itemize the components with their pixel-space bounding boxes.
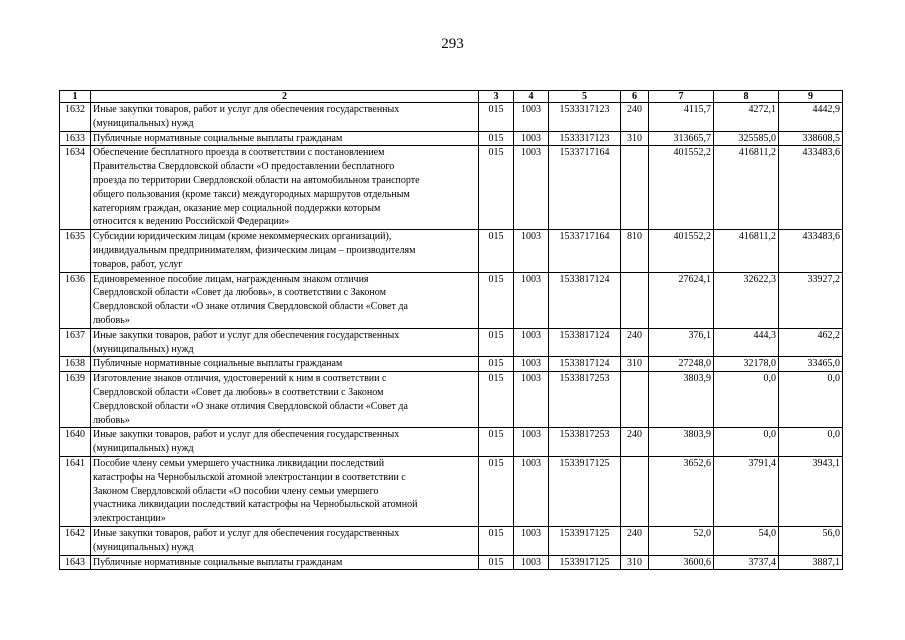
row-col5-cell: 1533917125 (549, 526, 621, 555)
description-line: Публичные нормативные социальные выплаты гражданам (93, 132, 343, 144)
row-col3-cell: 015 (479, 146, 514, 230)
row-description-cell (91, 428, 479, 457)
row-col5-cell: 1533817124 (549, 328, 621, 357)
table-row (60, 428, 843, 457)
row-col5-cell: 1533817124 (549, 357, 621, 372)
row-number-cell: 1633 (60, 131, 91, 146)
description-line: проезда по территории Свердловской области на автомобильном транспорте (93, 174, 420, 186)
header-cell-8: 8 (714, 91, 779, 103)
row-value9-cell: 433483,6 (779, 230, 843, 272)
row-col3-cell: 015 (479, 456, 514, 526)
description-line: Иные закупки товаров, работ и услуг для обеспечения государственных (93, 329, 400, 341)
row-value8-cell: 416811,2 (714, 146, 779, 230)
description-line: Субсидии юридическим лицам (кроме некоммерческих организаций), (93, 231, 392, 243)
row-value7-cell: 27624,1 (649, 272, 714, 328)
description-line: Иные закупки товаров, работ и услуг для обеспечения государственных (93, 527, 400, 539)
header-cell-3: 3 (479, 91, 514, 103)
row-col6-cell (621, 272, 649, 328)
row-col5-cell: 1533817253 (549, 372, 621, 428)
row-number-cell: 1635 (60, 230, 91, 272)
table-row (60, 526, 843, 555)
description-line: любовь» (93, 414, 130, 426)
row-col6-cell: 240 (621, 526, 649, 555)
description-line: относится к ведению Российской Федерации» (93, 216, 290, 228)
row-value8-cell: 0,0 (714, 428, 779, 457)
row-col6-cell (621, 372, 649, 428)
table-row (60, 456, 843, 526)
row-value8-cell: 32622,3 (714, 272, 779, 328)
table-row (60, 555, 843, 570)
description-line: Иные закупки товаров, работ и услуг для обеспечения государственных (93, 104, 400, 115)
table-row (60, 372, 843, 428)
description-line: (муниципальных) нужд (93, 443, 194, 455)
header-cell-2: 2 (91, 91, 479, 103)
row-col4-cell: 1003 (514, 272, 549, 328)
row-value7-cell: 52,0 (649, 526, 714, 555)
description-line: Пособие члену семьи умершего участника ликвидации последствий (93, 457, 385, 469)
row-col4-cell: 1003 (514, 103, 549, 132)
row-col6-cell: 240 (621, 428, 649, 457)
row-value8-cell: 3737,4 (714, 555, 779, 570)
description-line: (муниципальных) нужд (93, 541, 194, 553)
row-col6-cell: 810 (621, 230, 649, 272)
table-row (60, 328, 843, 357)
description-line: электростанции» (93, 513, 166, 525)
row-value7-cell: 4115,7 (649, 103, 714, 132)
description-line: Свердловской области «Совет да любовь» в соответствии с Законом (93, 386, 384, 398)
row-col4-cell: 1003 (514, 428, 549, 457)
row-value8-cell: 32178,0 (714, 357, 779, 372)
description-line: Свердловской области «О знаке отличия Свердловской области «Совет да (93, 400, 408, 412)
description-line: любовь» (93, 314, 130, 326)
row-description-cell (91, 372, 479, 428)
description-line: Иные закупки товаров, работ и услуг для обеспечения государственных (93, 429, 400, 441)
table-row (60, 146, 843, 230)
table-row (60, 230, 843, 272)
row-value9-cell: 33465,0 (779, 357, 843, 372)
row-col4-cell: 1003 (514, 372, 549, 428)
row-number-cell: 1634 (60, 146, 91, 230)
row-col3-cell: 015 (479, 372, 514, 428)
row-col4-cell: 1003 (514, 526, 549, 555)
header-cell-5: 5 (549, 91, 621, 103)
row-value7-cell: 313665,7 (649, 131, 714, 146)
row-col4-cell: 1003 (514, 131, 549, 146)
row-value7-cell: 3803,9 (649, 372, 714, 428)
row-col4-cell: 1003 (514, 146, 549, 230)
row-value9-cell: 433483,6 (779, 146, 843, 230)
row-col5-cell: 1533317123 (549, 103, 621, 132)
description-line: (муниципальных) нужд (93, 343, 194, 355)
row-col4-cell: 1003 (514, 328, 549, 357)
row-col3-cell: 015 (479, 328, 514, 357)
table-row (60, 357, 843, 372)
row-col4-cell: 1003 (514, 357, 549, 372)
row-col4-cell: 1003 (514, 230, 549, 272)
row-col6-cell (621, 146, 649, 230)
budget-table (59, 90, 843, 570)
row-description-cell (91, 456, 479, 526)
row-col6-cell: 240 (621, 103, 649, 132)
row-value9-cell: 462,2 (779, 328, 843, 357)
row-number-cell: 1639 (60, 372, 91, 428)
row-number-cell: 1632 (60, 103, 91, 132)
description-line: Публичные нормативные социальные выплаты гражданам (93, 556, 343, 568)
row-col3-cell: 015 (479, 428, 514, 457)
description-line: катастрофы на Чернобыльской атомной электростанции в соответствии с (93, 471, 406, 483)
header-cell-4: 4 (514, 91, 549, 103)
page-number: 293 (441, 36, 464, 52)
description-line: Свердловской области «О знаке отличия Свердловской области «Совет да (93, 301, 408, 313)
row-description-cell (91, 230, 479, 272)
row-col3-cell: 015 (479, 357, 514, 372)
row-value8-cell: 4272,1 (714, 103, 779, 132)
row-value7-cell: 3600,6 (649, 555, 714, 570)
description-line: общего пользования (кроме такси) междугородных маршрутов отдельным (93, 188, 410, 200)
row-col6-cell: 310 (621, 357, 649, 372)
header-cell-6: 6 (621, 91, 649, 103)
row-col6-cell: 240 (621, 328, 649, 357)
description-line: Законом Свердловской области «О пособии члену семьи умершего (93, 485, 379, 497)
row-col3-cell: 015 (479, 131, 514, 146)
row-value8-cell: 444,3 (714, 328, 779, 357)
description-line: участника ликвидации последствий катастрофы на Чернобыльской атомной (93, 499, 418, 511)
row-col3-cell: 015 (479, 555, 514, 570)
description-line: Обеспечение бесплатного проезда в соответствии с постановлением (93, 147, 385, 159)
row-description-cell (91, 131, 479, 146)
row-value9-cell: 0,0 (779, 372, 843, 428)
row-value8-cell: 0,0 (714, 372, 779, 428)
table-row (60, 103, 843, 132)
row-description-cell (91, 103, 479, 132)
row-col5-cell: 1533917125 (549, 456, 621, 526)
row-number-cell: 1640 (60, 428, 91, 457)
row-value7-cell: 27248,0 (649, 357, 714, 372)
row-value9-cell: 4442,9 (779, 103, 843, 132)
row-number-cell: 1637 (60, 328, 91, 357)
row-col6-cell: 310 (621, 131, 649, 146)
row-number-cell: 1643 (60, 555, 91, 570)
row-col5-cell: 1533317123 (549, 131, 621, 146)
description-line: товаров, работ, услуг (93, 258, 183, 270)
header-row (60, 91, 843, 103)
table-row (60, 272, 843, 328)
row-value8-cell: 54,0 (714, 526, 779, 555)
row-value8-cell: 416811,2 (714, 230, 779, 272)
row-number-cell: 1641 (60, 456, 91, 526)
row-description-cell (91, 526, 479, 555)
row-value7-cell: 401552,2 (649, 230, 714, 272)
row-description-cell (91, 328, 479, 357)
description-line: категориям граждан, оказание мер социальной поддержки которым (93, 202, 381, 214)
description-line: Правительства Свердловской области «О предоставлении бесплатного (93, 161, 395, 173)
row-value7-cell: 3803,9 (649, 428, 714, 457)
row-value9-cell: 3943,1 (779, 456, 843, 526)
row-col3-cell: 015 (479, 526, 514, 555)
row-number-cell: 1636 (60, 272, 91, 328)
header-cell-9: 9 (779, 91, 843, 103)
row-number-cell: 1642 (60, 526, 91, 555)
row-col3-cell: 015 (479, 103, 514, 132)
row-description-cell (91, 357, 479, 372)
row-col5-cell: 1533717164 (549, 146, 621, 230)
row-number-cell: 1638 (60, 357, 91, 372)
description-line: Изготовление знаков отличия, удостоверений к ним в соответствии с (93, 373, 387, 385)
row-value8-cell: 325585,0 (714, 131, 779, 146)
row-value7-cell: 376,1 (649, 328, 714, 357)
description-line: индивидуальным предпринимателям, физическим лицам – производителям (93, 244, 416, 256)
description-line: (муниципальных) нужд (93, 117, 194, 129)
row-col6-cell (621, 456, 649, 526)
description-line: Публичные нормативные социальные выплаты гражданам (93, 358, 343, 370)
row-col5-cell: 1533917125 (549, 555, 621, 570)
row-col5-cell: 1533717164 (549, 230, 621, 272)
header-cell-1: 1 (60, 91, 91, 103)
row-value9-cell: 338608,5 (779, 131, 843, 146)
header-cell-7: 7 (649, 91, 714, 103)
row-value9-cell: 3887,1 (779, 555, 843, 570)
row-col3-cell: 015 (479, 272, 514, 328)
row-col5-cell: 1533817124 (549, 272, 621, 328)
row-value8-cell: 3791,4 (714, 456, 779, 526)
row-value7-cell: 3652,6 (649, 456, 714, 526)
description-line: Единовременное пособие лицам, награжденным знаком отличия (93, 273, 369, 285)
row-value9-cell: 0,0 (779, 428, 843, 457)
row-col5-cell: 1533817253 (549, 428, 621, 457)
row-value9-cell: 33927,2 (779, 272, 843, 328)
table-row (60, 131, 843, 146)
description-line: Свердловской области «Совет да любовь», в соответствии с Законом (93, 287, 386, 299)
row-value9-cell: 56,0 (779, 526, 843, 555)
row-col4-cell: 1003 (514, 555, 549, 570)
table-body (60, 103, 843, 570)
row-col6-cell: 310 (621, 555, 649, 570)
row-description-cell (91, 555, 479, 570)
row-col4-cell: 1003 (514, 456, 549, 526)
row-value7-cell: 401552,2 (649, 146, 714, 230)
row-description-cell (91, 146, 479, 230)
row-col3-cell: 015 (479, 230, 514, 272)
row-description-cell (91, 272, 479, 328)
